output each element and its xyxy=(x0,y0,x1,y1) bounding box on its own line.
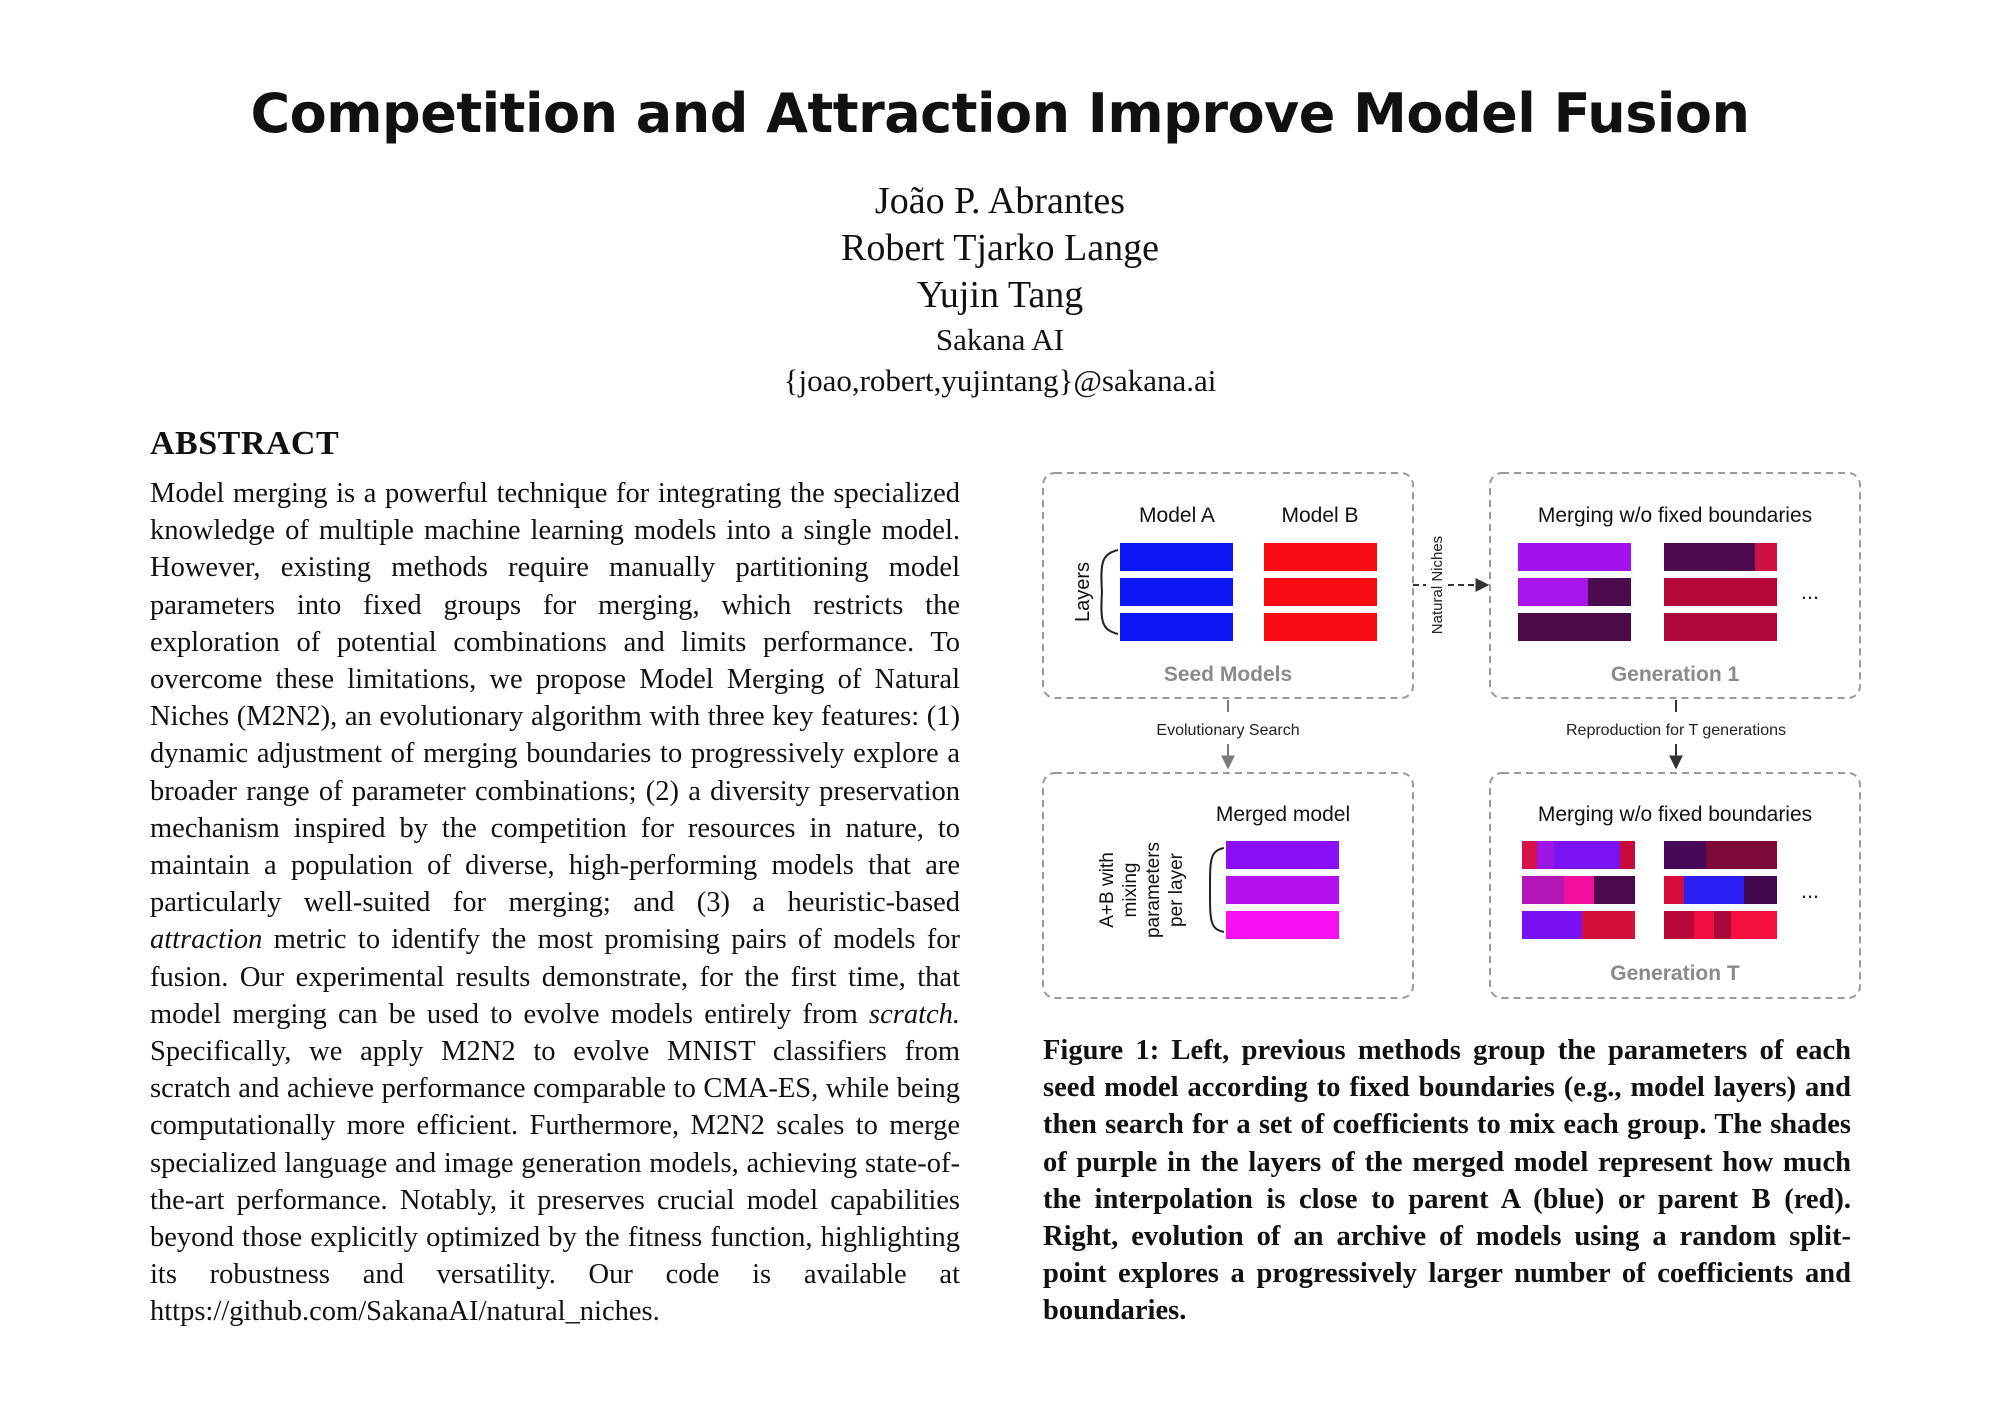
merged-model-panel xyxy=(1043,773,1413,998)
layer-block-a xyxy=(1120,578,1233,606)
layer-block-merged xyxy=(1226,841,1339,869)
abstract-text: Model merging is a powerful technique for integrating the specialized knowledge of multiple machine learning models into a single model. However, existing methods require manually partitioning model parameters into fixed groups for merging, which restricts the exploration of potential combinations and limits performance. To overcome these limitations, we propose Model Merging of Natural Niches (M2N2), an evolutionary algorithm with three key features: (1) dynamic adjustment of merging boundaries to progressively explore a broader range of parameter combinations; (2) a diversity preservation mechanism inspired by the competition for resources in nature, to maintain a population of diverse, high-performing models that are particularly well-suited for merging; and (3) a heuristic-based xyxy=(150,478,960,919)
layer-segment xyxy=(1744,876,1777,904)
more-models-ellipsis: ... xyxy=(1800,579,1820,604)
layer-segment xyxy=(1564,876,1594,904)
layer-block-b xyxy=(1264,578,1377,606)
layer-block-b xyxy=(1264,613,1377,641)
layer-segment xyxy=(1664,543,1755,571)
layer-segment xyxy=(1684,876,1744,904)
layer-segment xyxy=(1755,543,1777,571)
natural-niches-arrow xyxy=(1413,536,1488,634)
layer-segment xyxy=(1554,841,1620,869)
generation-t-panel xyxy=(1490,773,1860,998)
layer-segment xyxy=(1518,543,1631,571)
layer-segment xyxy=(1582,911,1635,939)
layer-segment xyxy=(1522,911,1582,939)
layer-segment xyxy=(1706,841,1777,869)
layer-segment xyxy=(1537,841,1554,869)
model-b-label: Model B xyxy=(1281,504,1359,527)
abstract-text: Specifically, we apply M2N2 to evolve MNIST classifiers from scratch and achieve performance comparable to CMA-ES, while being computationally more efficient. Furthermore, M2N2 scales to merge specialized language and image generation models, achieving state-of-the-art performance. Notably, it preserves crucial model capabilities beyond those explicitly optimized by the fitness function, highlighting its robustness and versatility. Our code is available at https://github.com/SakanaAI/natural_niches. xyxy=(150,1036,960,1328)
mixing-label-line: per layer xyxy=(1166,853,1187,927)
layer-block-b xyxy=(1264,543,1377,571)
mixing-label-line: mixing xyxy=(1120,862,1141,918)
layer-segment xyxy=(1522,841,1537,869)
affiliation: Sakana AI xyxy=(935,322,1065,357)
layer-segment xyxy=(1664,841,1706,869)
layers-label: Layers xyxy=(1072,561,1094,623)
layer-segment xyxy=(1518,578,1588,606)
generation-1-panel xyxy=(1490,473,1860,698)
layer-segment xyxy=(1664,613,1777,641)
layer-segment xyxy=(1518,613,1631,641)
author-name: Robert Tjarko Lange xyxy=(841,227,1159,269)
reproduction-label: Reproduction for T generations xyxy=(1566,722,1786,739)
layer-block-a xyxy=(1120,543,1233,571)
layer-block-merged xyxy=(1226,911,1339,939)
reproduction-arrow xyxy=(1566,700,1786,768)
abstract-heading: ABSTRACT xyxy=(150,425,340,462)
figure-caption: Figure 1: Left, previous methods group the parameters of each seed model according to fixed boundaries (e.g., model layers) and then search for a set of coefficients to mix each group. The shades of purple in the layers of the merged model represent how much the interpolation is close to parent A (blue) or parent B (red). Right, evolution of an archive of models using a random split-point explores a progressively larger number of coefficients and boundaries. xyxy=(1043,1035,1851,1327)
layer-segment xyxy=(1620,841,1635,869)
model-a-label: Model A xyxy=(1139,504,1215,527)
layer-segment xyxy=(1588,578,1631,606)
merging-label: Merging w/o fixed boundaries xyxy=(1537,803,1813,826)
mixing-label-line: A+B with xyxy=(1097,852,1118,928)
layer-segment xyxy=(1664,578,1777,606)
mixing-brace xyxy=(1210,848,1224,932)
paper-title: Competition and Attraction Improve Model Fusion xyxy=(250,82,1750,145)
more-models-ellipsis: ... xyxy=(1800,878,1820,903)
generation-t-label: Generation T xyxy=(1610,962,1740,985)
layer-segment xyxy=(1594,876,1635,904)
merging-label: Merging w/o fixed boundaries xyxy=(1537,504,1813,527)
abstract-emphasis: attraction xyxy=(150,924,263,956)
layer-segment xyxy=(1714,911,1731,939)
layer-segment xyxy=(1664,876,1684,904)
abstract-body xyxy=(150,475,960,1331)
layer-segment xyxy=(1664,911,1694,939)
abstract-text: metric to identify the most promising pairs of models for fusion. Our experimental results demonstrate, for the first time, that model merging can be used to evolve models entirely from xyxy=(150,924,960,1030)
seed-models-panel xyxy=(1043,473,1413,698)
layers-brace xyxy=(1101,550,1118,634)
generation-1-label: Generation 1 xyxy=(1610,663,1740,686)
figure-1 xyxy=(1040,470,1870,1005)
author-name: Yujin Tang xyxy=(916,274,1084,316)
layer-segment xyxy=(1522,876,1564,904)
author-block xyxy=(0,178,2000,401)
layer-segment xyxy=(1731,911,1777,939)
natural-niches-label: Natural Niches xyxy=(1429,535,1446,635)
email: {joao,robert,yujintang}@sakana.ai xyxy=(783,363,1217,398)
merged-model-label: Merged model xyxy=(1215,803,1351,826)
seed-models-label: Seed Models xyxy=(1163,663,1293,686)
abstract-emphasis: scratch. xyxy=(868,998,961,1030)
author-name: João P. Abrantes xyxy=(874,180,1126,222)
evolutionary-search-label: Evolutionary Search xyxy=(1156,722,1300,739)
layer-block-a xyxy=(1120,613,1233,641)
mixing-label-line: parameters xyxy=(1143,841,1164,939)
evolutionary-search-arrow xyxy=(1156,700,1299,768)
layer-block-merged xyxy=(1226,876,1339,904)
layer-segment xyxy=(1694,911,1714,939)
